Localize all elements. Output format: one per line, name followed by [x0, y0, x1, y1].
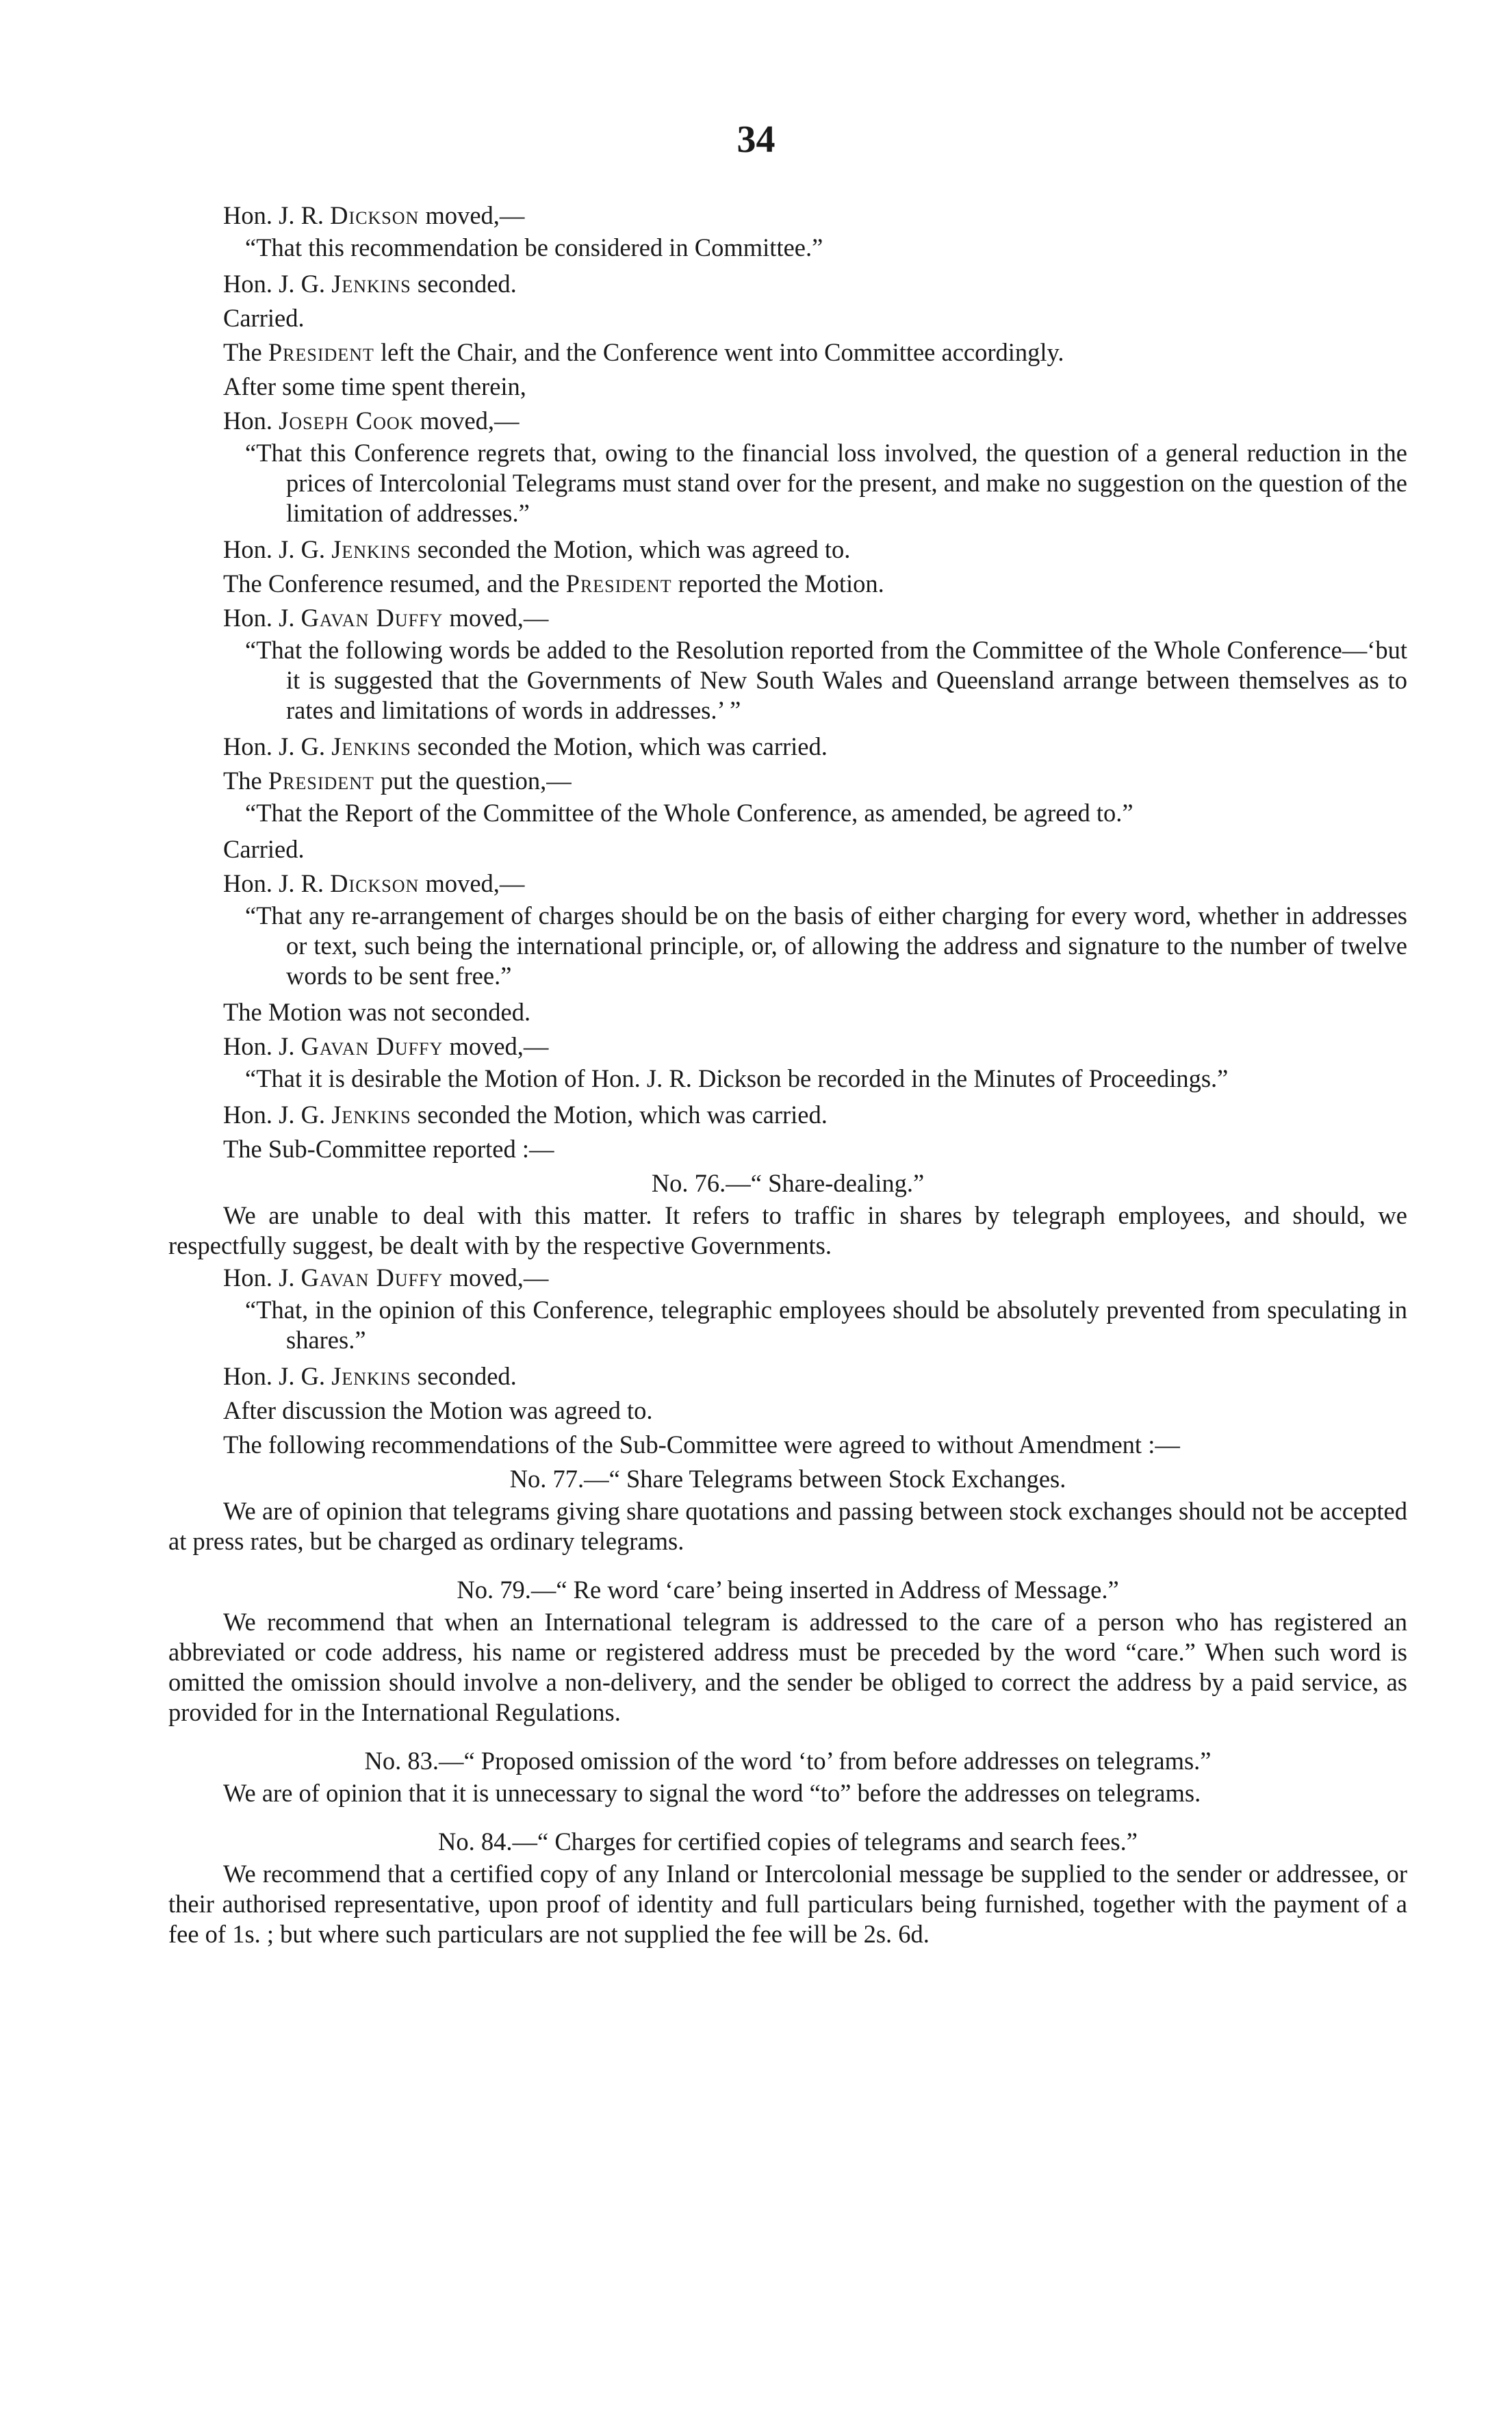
minute-line: [223, 1261, 1407, 1295]
line-text: The Conference resumed, and the: [223, 569, 566, 598]
motion-quote: “That this Conference regrets that, owing to the financial loss involved, the question of a general reduction in the prices of Intercolonial Telegrams must stand over for the present, and make no suggestion on the question of the limitation of addresses.”: [245, 439, 1407, 527]
line-text: The: [223, 338, 268, 366]
minute-line: [223, 867, 1407, 901]
member-name: Dickson: [330, 869, 420, 897]
member-name: Jenkins: [331, 732, 411, 760]
recommendation-heading: No. 83.—“ Proposed omission of the word ‘to’ from before addresses on telegrams.”: [364, 1747, 1212, 1775]
minute-line: [223, 370, 1407, 404]
line-text: moved,—: [419, 869, 525, 897]
motion-quote: “That this recommendation be considered in Committee.”: [245, 233, 823, 261]
minute-line: [223, 832, 1407, 867]
line-text: Carried.: [223, 304, 305, 332]
member-name: Gavan Duffy: [300, 604, 444, 632]
member-name: Jenkins: [331, 1362, 411, 1390]
member-name: President: [565, 569, 672, 598]
motion-quote: “That the following words be added to the Resolution reported from the Committee of the Whole Conference—‘but it is suggested that the Governments of New South Wales and Queensland arrange between themselves as to rates and limitations of words in addresses.’ ”: [245, 636, 1407, 724]
minutes-body: [168, 198, 1407, 1949]
line-text: moved,—: [443, 604, 549, 632]
line-text: The following recommendations of the Sub-Committee were agreed to without Amendment :—: [223, 1430, 1180, 1459]
minute-line: [223, 198, 1407, 233]
line-text: moved,—: [443, 1263, 549, 1292]
line-text: The Motion was not seconded.: [223, 998, 531, 1026]
motion-quote: “That any re-arrangement of charges should be on the basis of either charging for every word, whether in addresses or text, such being the international principle, or, of allowing the address and signature to the number of twelve words to be sent free.”: [245, 901, 1407, 990]
line-text: seconded.: [411, 1362, 517, 1390]
line-text: left the Chair, and the Conference went into Committee accordingly.: [374, 338, 1064, 366]
line-text: Hon. J. R.: [223, 201, 331, 229]
line-text: The Sub-Committee reported :—: [223, 1135, 554, 1163]
line-text: seconded the Motion, which was agreed to.: [411, 535, 851, 563]
minute-line: [223, 1394, 1407, 1428]
member-name: Jenkins: [331, 535, 411, 563]
member-name: President: [268, 767, 374, 795]
line-text: seconded.: [411, 270, 517, 298]
minute-line: [223, 267, 1407, 301]
minute-line: [223, 995, 1407, 1029]
spacer: [168, 1556, 1407, 1573]
line-text: seconded the Motion, which was carried.: [411, 732, 828, 760]
line-text: moved,—: [413, 407, 520, 435]
minute-line: [223, 1029, 1407, 1064]
recommendation-heading: No. 76.—“ Share-dealing.”: [651, 1169, 925, 1197]
member-name: Jenkins: [331, 1101, 411, 1129]
line-text: The: [223, 767, 268, 795]
line-text: Hon.: [223, 407, 279, 435]
line-text: After discussion the Motion was agreed to.: [223, 1396, 653, 1424]
line-text: Carried.: [223, 835, 305, 863]
line-text: Hon. J.: [223, 1032, 301, 1060]
line-text: Hon. J.: [223, 604, 301, 632]
recommendation-heading: No. 84.—“ Charges for certified copies of telegrams and search fees.”: [438, 1827, 1138, 1856]
minute-line: [223, 533, 1407, 567]
minute-line: [223, 1359, 1407, 1394]
member-name: Gavan Duffy: [300, 1263, 444, 1292]
line-text: moved,—: [443, 1032, 549, 1060]
member-name: Jenkins: [331, 270, 411, 298]
spacer: [168, 1728, 1407, 1744]
motion-quote: “That it is desirable the Motion of Hon. J. R. Dickson be recorded in the Minutes of Proceedings.”: [245, 1064, 1229, 1092]
minute-line: [223, 301, 1407, 335]
report-paragraph: We are of opinion that it is unnecessary to signal the word “to” before the addresses on telegrams.: [223, 1779, 1201, 1807]
line-text: seconded the Motion, which was carried.: [411, 1101, 828, 1129]
line-text: moved,—: [419, 201, 525, 229]
minute-line: [223, 1098, 1407, 1132]
line-text: Hon. J. G.: [223, 535, 332, 563]
motion-quote: “That, in the opinion of this Conference, telegraphic employees should be absolutely prevented from speculating in shares.”: [245, 1296, 1407, 1354]
member-name: Gavan Duffy: [300, 1032, 444, 1060]
minute-line: [223, 730, 1407, 764]
line-text: Hon. J. G.: [223, 1101, 332, 1129]
recommendation-heading: No. 79.—“ Re word ‘care’ being inserted in Address of Message.”: [457, 1576, 1119, 1604]
line-text: Hon. J.: [223, 1263, 301, 1292]
report-paragraph: We are unable to deal with this matter. It refers to traffic in shares by telegraph employees, and should, we respectfully suggest, be dealt with by the respective Governments.: [168, 1201, 1407, 1259]
minute-line: [223, 567, 1407, 601]
line-text: After some time spent therein,: [223, 372, 526, 400]
member-name: Dickson: [330, 201, 420, 229]
report-paragraph: We recommend that a certified copy of any Inland or Intercolonial message be supplied to the sender or addressee, or their authorised representative, upon proof of identity and full particulars being furnished, together with the payment of a fee of 1s. ; but where such particulars are not supplied the fee will be 2s. 6d.: [168, 1860, 1407, 1948]
line-text: Hon. J. G.: [223, 270, 332, 298]
minute-line: [223, 335, 1407, 370]
member-name: Joseph Cook: [279, 407, 414, 435]
minute-line: [223, 764, 1407, 798]
minute-line: [223, 1132, 1407, 1166]
motion-quote: “That the Report of the Committee of the Whole Conference, as amended, be agreed to.”: [245, 799, 1133, 827]
recommendation-heading: No. 77.—“ Share Telegrams between Stock Exchanges.: [509, 1465, 1066, 1493]
page-number: 34: [736, 118, 776, 161]
line-text: reported the Motion.: [671, 569, 884, 598]
line-text: Hon. J. G.: [223, 732, 332, 760]
spacer: [168, 1808, 1407, 1825]
line-text: Hon. J. G.: [223, 1362, 332, 1390]
minute-line: [223, 601, 1407, 635]
minute-line: [223, 1428, 1407, 1462]
report-paragraph: We are of opinion that telegrams giving share quotations and passing between stock exchanges should not be accepted at press rates, but be charged as ordinary telegrams.: [168, 1497, 1407, 1555]
report-paragraph: We recommend that when an International telegram is addressed to the care of a person who has registered an abbreviated or code address, his name or registered address must be preceded by the word “care.” When such word is omitted the omission should involve a non-delivery, and the sender be obliged to correct the address by a paid service, as provided for in the International Regulations.: [168, 1608, 1407, 1726]
member-name: President: [268, 338, 374, 366]
line-text: put the question,—: [374, 767, 572, 795]
line-text: Hon. J. R.: [223, 869, 331, 897]
minute-line: [223, 404, 1407, 438]
